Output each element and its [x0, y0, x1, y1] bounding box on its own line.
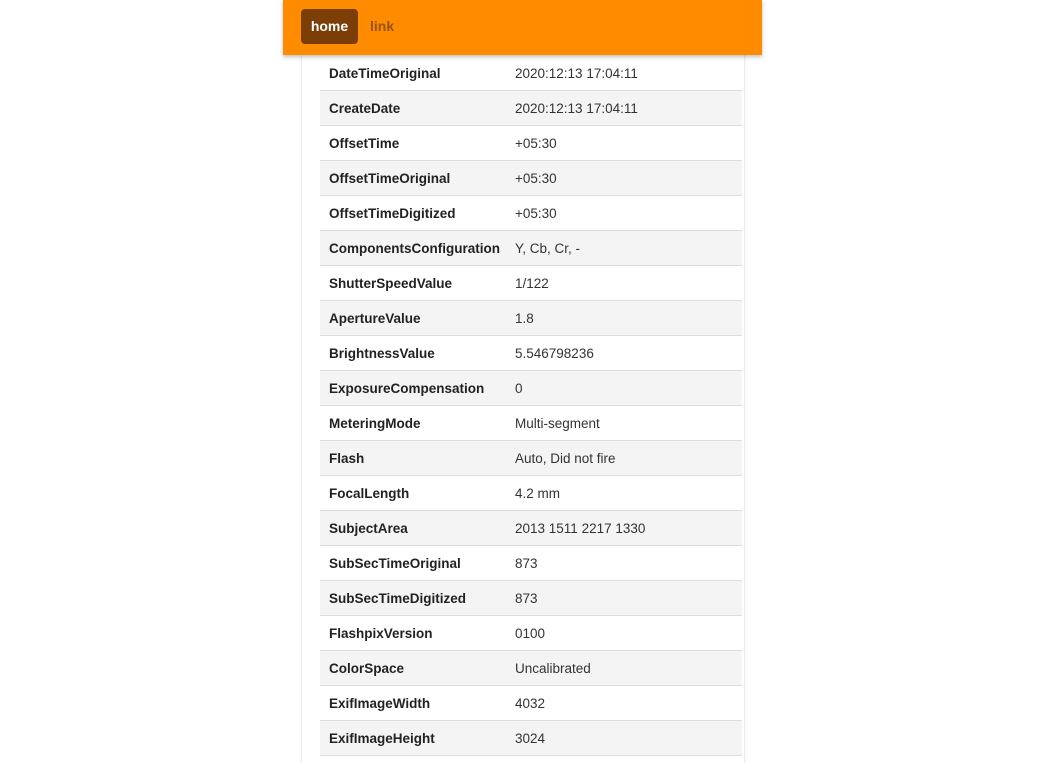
- exif-key: OffsetTimeOriginal: [320, 161, 506, 196]
- exif-key: ColorSpace: [320, 651, 506, 686]
- exif-value: 873: [506, 581, 742, 616]
- exif-value: 4032: [506, 686, 742, 721]
- exif-key: ExifImageHeight: [320, 721, 506, 756]
- exif-value: Multi-segment: [506, 406, 742, 441]
- exif-value: +05:30: [506, 161, 742, 196]
- exif-value: 873: [506, 546, 742, 581]
- exif-key: ComponentsConfiguration: [320, 231, 506, 266]
- table-row: [320, 511, 742, 546]
- table-row: [320, 91, 742, 126]
- nav-link-link[interactable]: link: [370, 18, 395, 34]
- exif-key: Flash: [320, 441, 506, 476]
- table-row: [320, 196, 742, 231]
- table-row: [320, 231, 742, 266]
- table-row: [320, 581, 742, 616]
- top-navbar: [283, 0, 762, 55]
- exif-value: 2013 1511 2217 1330: [506, 511, 742, 546]
- exif-key: ExposureCompensation: [320, 371, 506, 406]
- exif-table: [320, 56, 742, 756]
- table-row: [320, 126, 742, 161]
- exif-value: +05:30: [506, 196, 742, 231]
- exif-key: ShutterSpeedValue: [320, 266, 506, 301]
- exif-key: BrightnessValue: [320, 336, 506, 371]
- exif-key: ExifImageWidth: [320, 686, 506, 721]
- table-row: [320, 616, 742, 651]
- exif-key: DateTimeOriginal: [320, 56, 506, 91]
- exif-value: Auto, Did not fire: [506, 441, 742, 476]
- exif-key: SubSecTimeDigitized: [320, 581, 506, 616]
- table-row: [320, 371, 742, 406]
- exif-key: SubjectArea: [320, 511, 506, 546]
- table-row: [320, 56, 742, 91]
- table-row: [320, 266, 742, 301]
- exif-key: ApertureValue: [320, 301, 506, 336]
- table-row: [320, 441, 742, 476]
- exif-value: 2020:12:13 17:04:11: [506, 56, 742, 91]
- table-row: [320, 651, 742, 686]
- exif-key: FocalLength: [320, 476, 506, 511]
- table-row: [320, 336, 742, 371]
- table-row: [320, 161, 742, 196]
- exif-value: 0: [506, 371, 742, 406]
- exif-value: Uncalibrated: [506, 651, 742, 686]
- exif-key: SubSecTimeOriginal: [320, 546, 506, 581]
- exif-value: 1.8: [506, 301, 742, 336]
- exif-value: 3024: [506, 721, 742, 756]
- exif-value: 4.2 mm: [506, 476, 742, 511]
- table-row: [320, 686, 742, 721]
- exif-value: 1/122: [506, 266, 742, 301]
- nav-home-link[interactable]: home: [301, 9, 358, 44]
- table-row: [320, 476, 742, 511]
- exif-key: MeteringMode: [320, 406, 506, 441]
- exif-table-body: [320, 56, 742, 756]
- table-row: [320, 406, 742, 441]
- exif-key: OffsetTimeDigitized: [320, 196, 506, 231]
- exif-value: 0100: [506, 616, 742, 651]
- exif-key: FlashpixVersion: [320, 616, 506, 651]
- table-row: [320, 721, 742, 756]
- page: [283, 0, 762, 763]
- exif-value: 2020:12:13 17:04:11: [506, 91, 742, 126]
- exif-value: +05:30: [506, 126, 742, 161]
- exif-value: Y, Cb, Cr, -: [506, 231, 742, 266]
- table-row: [320, 301, 742, 336]
- exif-key: CreateDate: [320, 91, 506, 126]
- exif-value: 5.546798236: [506, 336, 742, 371]
- exif-key: OffsetTime: [320, 126, 506, 161]
- table-row: [320, 546, 742, 581]
